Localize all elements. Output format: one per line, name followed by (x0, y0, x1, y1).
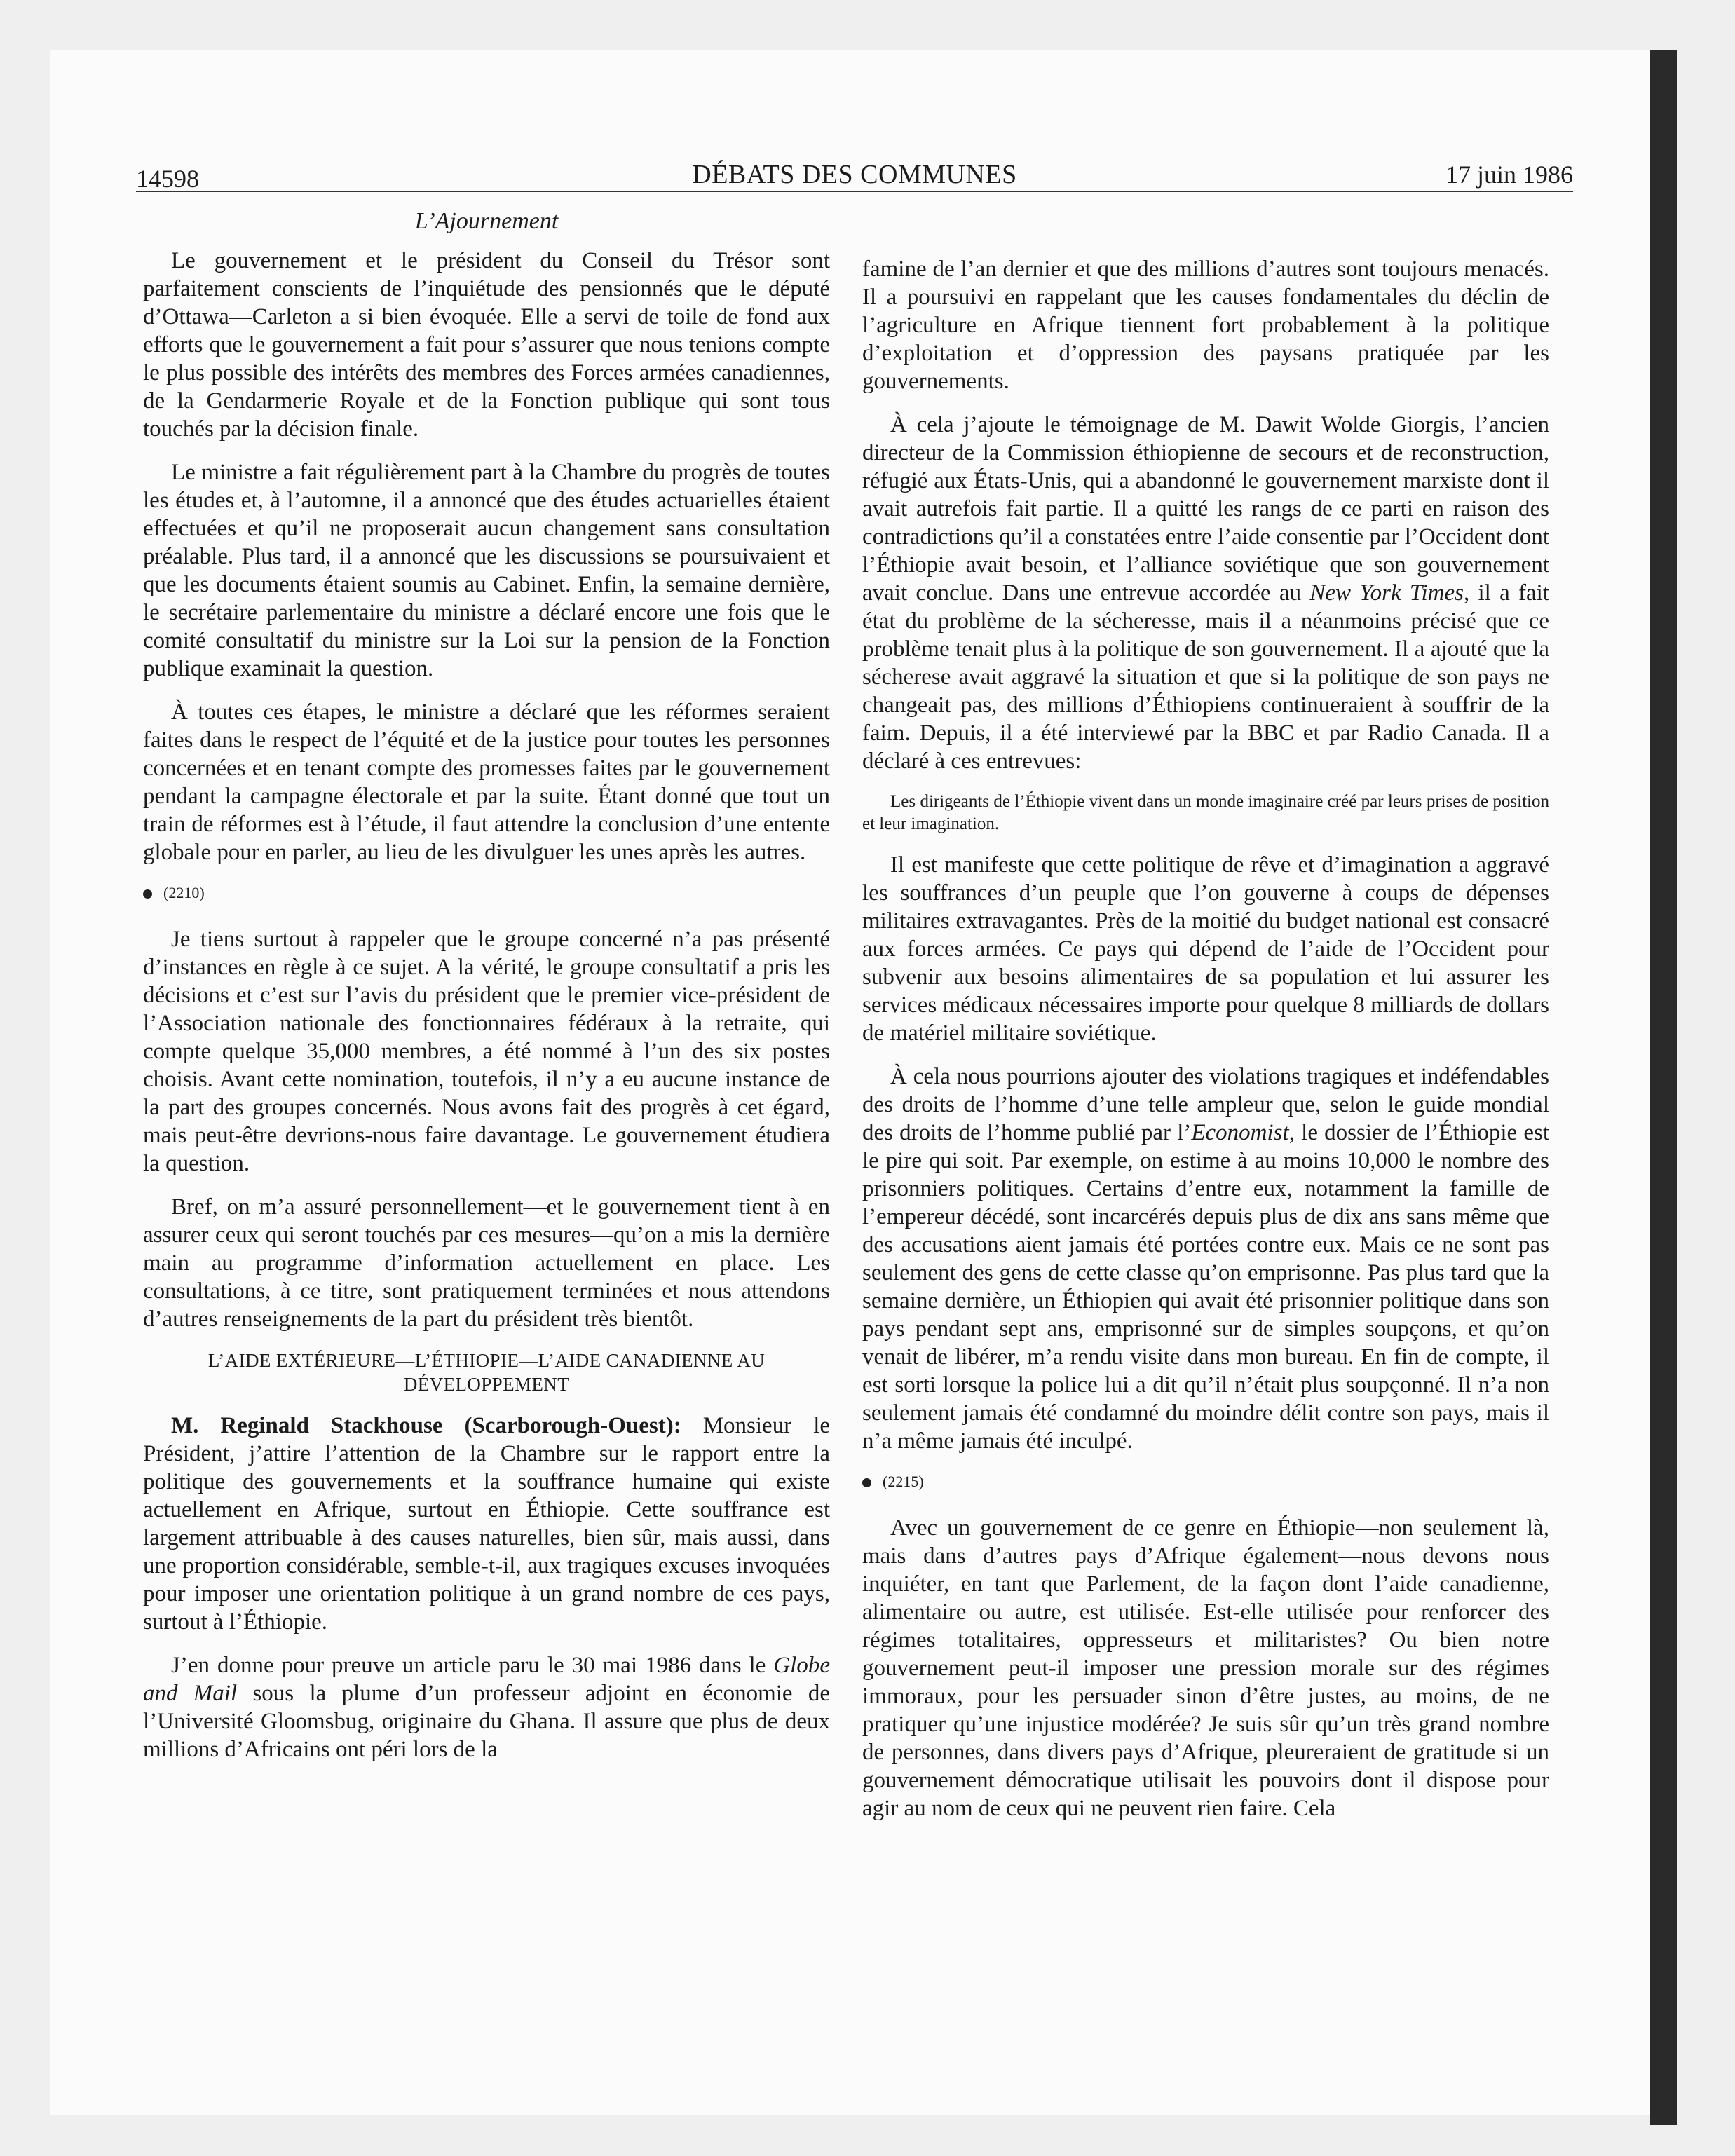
paragraph (862, 411, 1549, 775)
paragraph: famine de l’an dernier et que des millions d’autres sont toujours menacés. Il a poursuivi en rappelant que les causes fondamentales du déclin de l’agriculture en Afrique tiennent fort probablement à la politique d’exploitation et d’oppression des paysans pratiquée par les gouvernements. (862, 257, 1549, 394)
time-marker-label: (2210) (163, 884, 205, 901)
paragraph: Bref, on m’a assuré personnellement—et le gouvernement tient à en assurer ceux qui seront touchés par ces mesures—qu’on a mis la dernière main au programme d’information actuellement en place. Les consultations, à ce titre, sont pratiquement terminées et nous attendons d’autres renseignements de la part du président très bientôt. (143, 1194, 830, 1332)
block-quote: Les dirigeants de l’Éthiopie vivent dans un monde imaginaire créé par leurs prises de position et leur imagination. (862, 792, 1549, 833)
time-marker (143, 879, 830, 907)
paragraph (143, 1412, 830, 1636)
right-column (862, 255, 1549, 1838)
paragraph-text: Monsieur le Président, j’attire l’attention de la Chambre sur le rapport entre la politique des gouvernements et la souffrance humaine qui existe actuellement en Afrique, surtout en Éthiopie. Cette souffrance est largement attribuable à des causes naturelles, bien sûr, mais aussi, dans une proportion considérable, semble-t-il, aux tragiques excuses invoquées pour imposer une orientation politique à un grand nombre de ces pays, surtout à l’Éthiopie. (143, 1413, 831, 1635)
bullet-icon (143, 889, 152, 899)
publication-title: DÉBATS DES COMMUNES (692, 160, 1017, 189)
page-date: 17 juin 1986 (1445, 161, 1573, 189)
debate-heading: L’AIDE EXTÉRIEURE—L’ÉTHIOPIE—L’AIDE CANADIENNE AU DÉVELOPPEMENT (207, 1350, 766, 1395)
paragraph-text: , le dossier de l’Éthiopie est le pire qui soit. Par exemple, on estime à au moins 10,000 le nombre des prisonniers politiques. Certains d’entre eux, notamment la famille de l’empereur décédé, sont incarcérés depuis plus de dix ans sans même que des accusations aient jamais été portées contre eux. Mais ce ne sont pas seulement des gens de cette classe qu’on emprisonne. Pas plus tard que la semaine dernière, un Éthiopien qui avait été prisonnier politique dans son pays pendant sept ans, emprisonné sur de simples soupçons, et qu’on venait de libérer, m’a rendu visite dans mon bureau. En fin de compte, il est sorti lorsque la police lui a dit qu’il n’était plus soupçonné. Il n’a non seulement jamais été condamné du moindre délit contre son pays, mais il n’a même jamais été inculpé. (862, 1120, 1549, 1454)
paragraph: Le ministre a fait régulièrement part à la Chambre du progrès de toutes les études et, à l’automne, il a annoncé que des études actuarielles étaient effectuées et qu’il ne proposerait aucun changement sans consultation préalable. Plus tard, il a annoncé que les discussions se poursuivaient et que les documents étaient soumis au Cabinet. Enfin, la semaine dernière, le secrétaire parlementaire du ministre a déclaré encore une fois que le comité consultatif du ministre sur la Loi sur la pension de la Fonction publique examinait la question. (143, 460, 830, 681)
section-title: L’Ajournement (414, 208, 559, 234)
publication-name: New York Times (1309, 580, 1464, 606)
speaker-name: M. Reginald Stackhouse (Scarborough-Ouest): (171, 1413, 681, 1438)
publication-name: Globe and Mail (143, 1653, 830, 1706)
paragraph: Avec un gouvernement de ce genre en Éthiopie—non seulement là, mais dans d’autres pays d’Afrique également—nous devons nous inquiéter, en tant que Parlement, de la façon dont l’aide canadienne, alimentaire ou autre, est utilisée. Est-elle utilisée pour renforcer des régimes totalitaires, oppresseurs et militaristes? Ou bien notre gouvernement peut-il imposer une pression morale sur des régimes immoraux, pour les persuader sinon d’être justes, au moins, de ne pratiquer qu’une injustice modérée? Je suis sûr qu’un très grand nombre de personnes, dans divers pays d’Afrique, pleureraient de gratitude si un gouvernement démocratique utilisait les pouvoirs dont il dispose pour agir au nom de ceux qui ne peuvent rien faire. Cela (862, 1515, 1549, 1821)
scan-edge (1650, 50, 1677, 2125)
paragraph: Le gouvernement et le président du Conseil du Trésor sont parfaitement conscients de l’inquiétude des pensionnés que le député d’Ottawa—Carleton a si bien évoquée. Elle a servi de toile de fond aux efforts que le gouvernement a fait pour s’assurer que nous tenions compte le plus possible des intérêts des membres des Forces armées canadiennes, de la Gendarmerie Royale et de la Fonction publique qui sont tous touchés par la décision finale. (143, 248, 830, 442)
paragraph-text: À cela nous pourrions ajouter des violations tragiques et indéfendables des droits de l’homme d’une telle ampleur que, selon le guide mondial des droits de l’homme publié par l’ (862, 1064, 1549, 1145)
bullet-icon (862, 1478, 871, 1487)
paragraph-text: J’en donne pour preuve un article paru le 30 mai 1986 dans le (171, 1653, 766, 1678)
time-marker-label: (2215) (883, 1473, 924, 1490)
paragraph: Je tiens surtout à rappeler que le groupe concerné n’a pas présenté d’instances en règle à ce sujet. A la vérité, le groupe consultatif a pris les décisions et c’est sur l’avis du président que le premier vice-président de l’Association nationale des fonctionnaires fédéraux à la retraite, qui compte quelque 35,000 membres, a été nommé à l’un des six postes choisis. Avant cette nomination, toutefois, il n’y a eu aucune instance de la part des groupes concernés. Nous avons fait des progrès à cet égard, mais peut-être devrions-nous faire davantage. Le gouvernement étudiera la question. (143, 927, 830, 1176)
page-number: 14598 (136, 165, 199, 193)
paragraph: À toutes ces étapes, le ministre a déclaré que les réformes seraient faites dans le respect de l’équité et de la justice pour toutes les personnes concernées et en tenant compte des promesses faites par le gouvernement pendant la campagne électorale et par la suite. Étant donné que tout un train de réformes est à l’étude, il faut attendre la conclusion d’une entente globale pour en parler, au lieu de les divulguer les unes après les autres. (143, 700, 830, 865)
paragraph-text: À cela j’ajoute le témoignage de M. Dawit Wolde Giorgis, l’ancien directeur de la Commission éthiopienne de secours et de reconstruction, réfugié aux États-Unis, qui a abandonné le gouvernement marxiste dont il avait autrefois fait partie. Il a quitté les rangs de ce parti en raison des contradictions qu’il a constatées entre l’aide consentie par l’Occident dont l’Éthiopie avait besoin, et l’alliance soviétique que son gouvernement avait conclue. Dans une entrevue accordée au (862, 412, 1549, 606)
publication-name: Economist (1191, 1120, 1289, 1145)
left-column (143, 207, 830, 1779)
paragraph-text: sous la plume d’un professeur adjoint en économie de l’Université Gloomsbug, originaire du Ghana. Il assure que plus de deux millions d’Africains ont péri lors de la (143, 1681, 831, 1762)
paragraph (862, 1063, 1549, 1455)
time-marker (862, 1468, 1549, 1496)
paragraph (143, 1651, 830, 1763)
paragraph: Il est manifeste que cette politique de rêve et d’imagination a aggravé les souffrances d’un peuple que l’on gouverne à coups de dépenses militaires extravagantes. Près de la moitié du budget national est consacré aux forces armées. Ce pays qui dépend de l’aide de l’Occident pour subvenir aux besoins alimentaires de sa population et lui assurer les services médicaux nécessaires importe pour quelque 8 milliards de dollars de matériel militaire soviétique. (862, 852, 1549, 1046)
paragraph-text: , il a fait état du problème de la sécheresse, mais il a néanmoins précisé que ce problème tenait plus à la politique de son gouvernement. Il a ajouté que la sécherese avait aggravé la situation et que si la politique de son pays ne changeait pas, des millions d’Éthiopiens continueraient à souffrir de la faim. Depuis, il a été interviewé par la BBC et par Radio Canada. Il a déclaré à ces entrevues: (862, 580, 1549, 774)
page-header (136, 158, 1573, 192)
